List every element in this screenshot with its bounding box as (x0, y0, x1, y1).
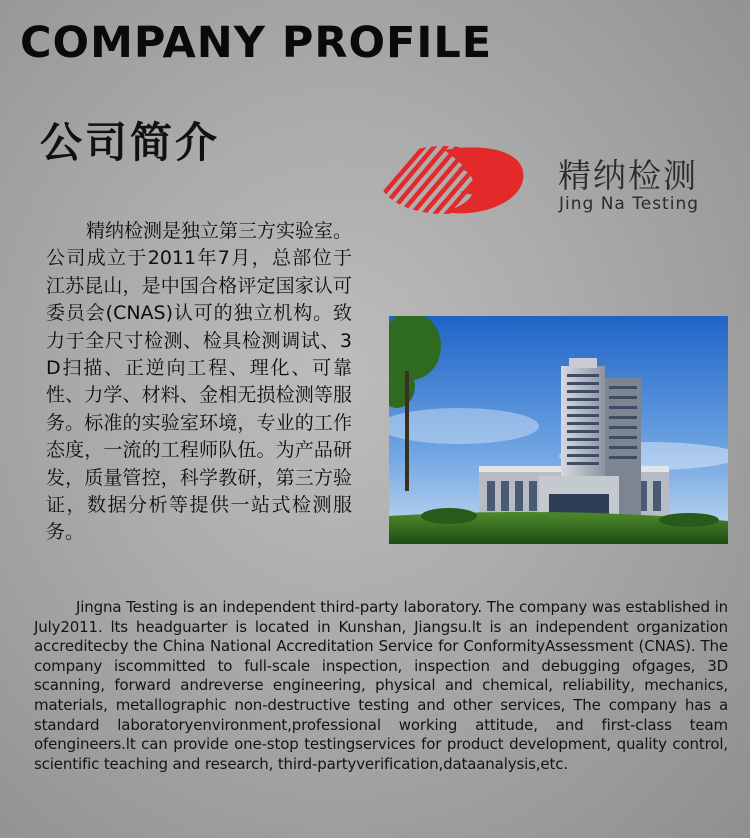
logo-name-en: Jing Na Testing (559, 194, 700, 214)
intro-paragraph-en: Jingna Testing is an independent third-party laboratory. The company was established in July2011. lts headguarter is located in Kunshan, Jiangsu.lt is an independent organization accreditecby the China National Accreditation Service for ConformityAssessment (CNAS). The company iscommitted to full-scale inspection, inspection and debugging ofgages, 3D scanning, forward andreverse engineering, physical and chemical, reliability, mechanics, materials, metallographic non-destructive testing and other services, The company has a standard laboratoryenvironment,professional working attitude, and first-class team ofengineers.lt can provide one-stop testingservices for product development, quality control, scientific teaching and research, third-partyverification,dataanalysis,etc. (34, 598, 728, 773)
intro-paragraph-cn: 精纳检测是独立第三方实验室。公司成立于2011年7月，总部位于江苏昆山，是中国合格评定国家认可委员会(CNAS)认可的独立机构。致力于全尺寸检测、检具检测调试、3D扫描、正逆向工程、理化、可靠性、力学、材料、金相无损检测等服务。标准的实验室环境，专业的工作态度，一流的工程师队伍。为产品研发，质量管控，科学教研，第三方验证，数据分析等提供一站式检测服务。 (46, 220, 353, 544)
logo-name-cn: 精纳检测 (558, 156, 698, 195)
company-logo (378, 142, 723, 222)
page-title-en: COMPANY PROFILE (20, 18, 493, 68)
building-photo (389, 316, 728, 544)
logo-mark-icon (378, 142, 548, 222)
page-title-cn: 公司简介 (40, 118, 221, 167)
